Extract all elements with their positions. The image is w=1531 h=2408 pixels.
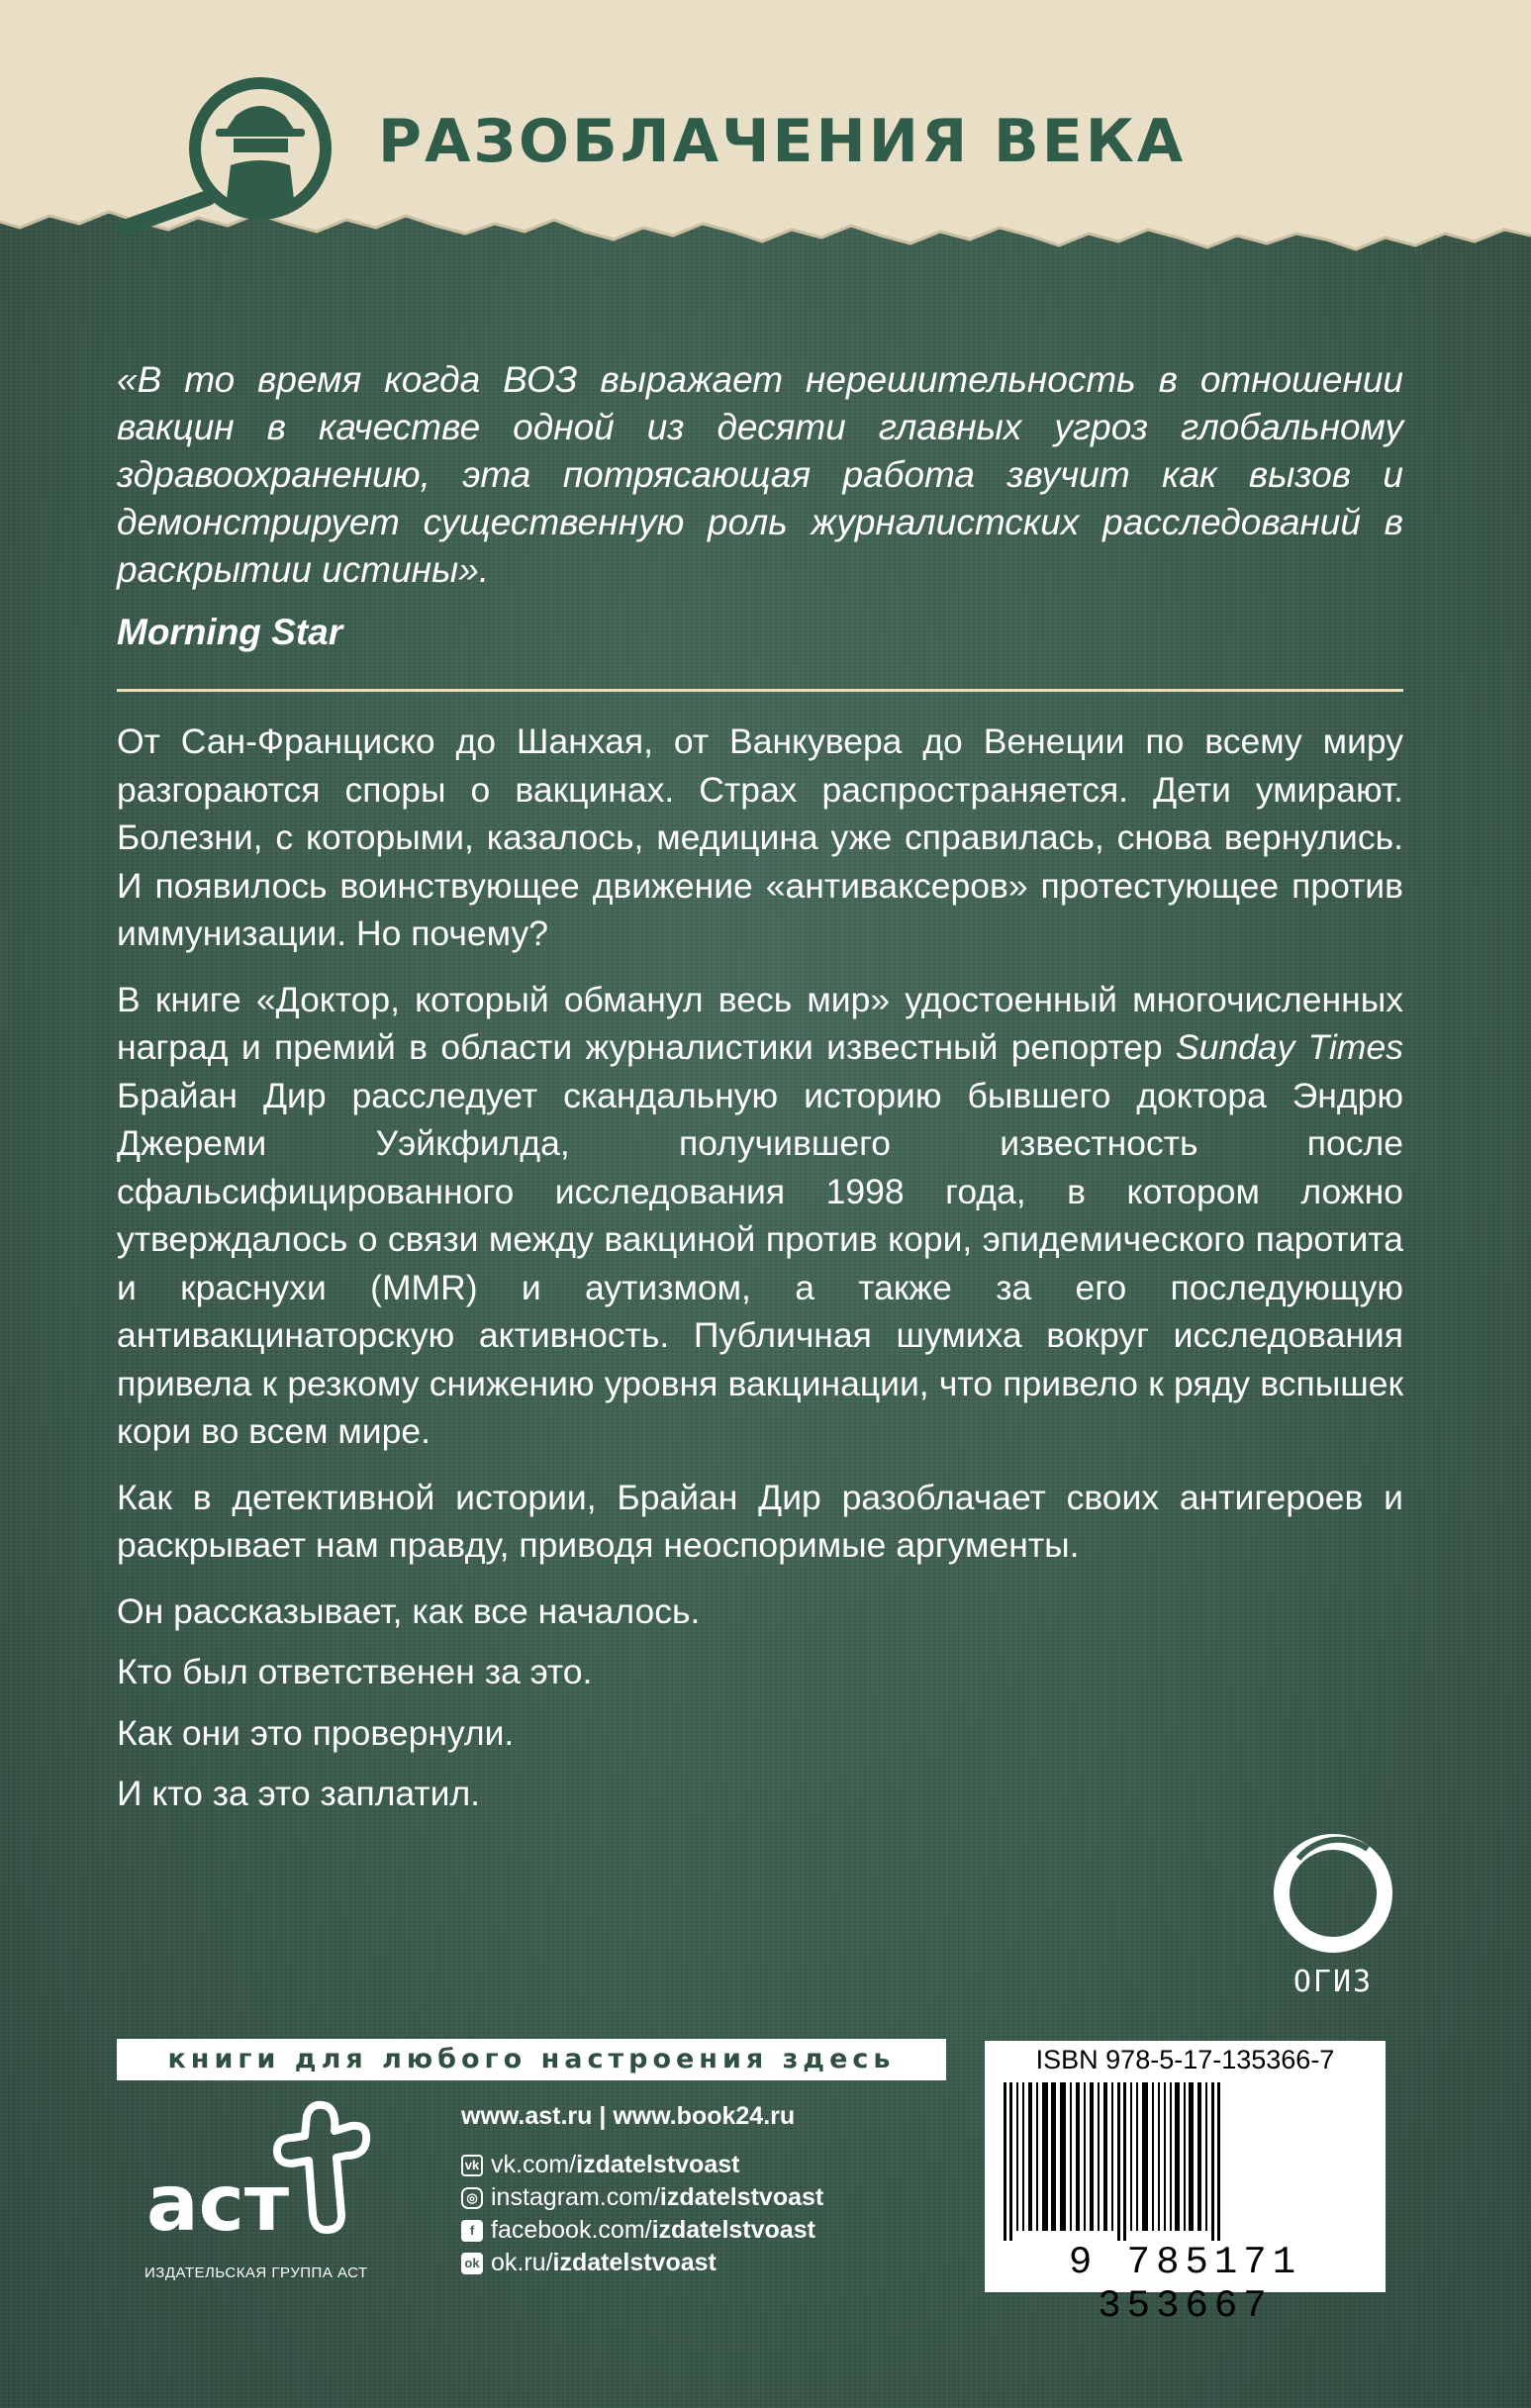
barcode-bar [1136,2082,1138,2231]
social-odnoklassniki[interactable]: ok ok.ru/ izdatelstvoast [461,2247,823,2279]
review-quote: «В то время когда ВОЗ выражает нерешительность в отношении вакцин в качестве одной из десяти главных угроз глобальному здравоохранению, эта потрясающая работа звучит как вызов и демонстрирует существенную роль журналистских расследований в раскрытии истины». [117,359,1403,590]
barcode-bar [1022,2082,1024,2231]
barcode-bar [1016,2082,1018,2231]
odnoklassniki-icon: ok [461,2253,483,2274]
barcode-bar [1164,2082,1166,2231]
barcode-bar [1036,2082,1038,2231]
barcode-bar [1051,2082,1056,2231]
divider [117,689,1403,692]
paragraph-5: Кто был ответственен за это. [117,1652,593,1691]
instagram-icon: ◎ [461,2187,483,2209]
detective-magnifier-icon [117,61,354,240]
ast-caption: ИЗДАТЕЛЬСКАЯ ГРУППА АСТ [144,2264,368,2281]
ogiz-label: ОГИЗ [1292,1965,1374,1999]
facebook-icon: f [461,2220,483,2242]
paragraph-2: В книге «Доктор, который обманул весь мир» удостоенный многочисленных наград и премий в области журналистики известный репортер Sunday Times Брайан Дир расследует скандальную историю бывшего доктора Эндрю Джереми Уэйкфилда, получившего известность после сфальсифицированного исследования 1998 года, в котором ложно утверждалось о связи между вакциной против кори, эпидемического паротита и краснухи (MMR) и аутизмом, а также за его последующую антивакцинаторскую активность. Публичная шумиха вокруг исследования привела к резкому снижению уровня вакцинации, что привело к ряду вспышек кори во всем мире. [117,979,1403,1451]
barcode-bar [1189,2082,1194,2231]
barcode-digits: 9 785171 353667 [1068,2241,1302,2328]
barcode-bar [1123,2082,1126,2241]
barcode-bar [1004,2082,1006,2241]
barcode-bar [1009,2082,1012,2241]
barcode-bar [1205,2082,1207,2231]
barcode-bar [1090,2082,1094,2231]
italic-publication: Sunday Times [1175,1027,1403,1067]
barcode-bar [1197,2082,1201,2231]
barcode-bar [1060,2082,1066,2231]
paragraph-1: От Сан-Франциско до Шанхая, от Ванкувера до Венеции по всему миру разгораются споры о вакцинах. Страх распространяется. Дети умирают. Болезни, с которыми, казалось, медицина уже справилась, снова вернулись. И появилось воинствующее движение «антиваксеров» протестующее против иммунизации. Но почему? [117,722,1403,953]
barcode-bar [1170,2082,1172,2231]
social-facebook[interactable]: f facebook.com/ izdatelstvoast [461,2214,823,2247]
barcode-bar [1152,2082,1154,2231]
barcode-bar [1028,2082,1032,2231]
paragraph-7: И кто за это заплатил. [117,1774,481,1813]
paragraph-6: Как они это провернули. [117,1712,515,1753]
paragraph-4: Он рассказывает, как все началось. [117,1590,701,1631]
barcode-bar [1217,2082,1220,2241]
barcode-bar [1098,2082,1100,2231]
barcode-bar [1117,2082,1120,2241]
barcode-bar [1042,2082,1048,2231]
barcode-bar [1130,2082,1132,2231]
social-instagram[interactable]: ◎ instagram.com/ izdatelstvoast [461,2181,823,2214]
vk-icon: vk [461,2155,483,2176]
barcode-bars [1000,2082,1371,2241]
series-title: РАЗОБЛАЧЕНИЯ ВЕКА [378,107,1187,176]
barcode-bar [1070,2082,1072,2231]
barcode-bar [1142,2082,1148,2231]
barcode-bar [1184,2082,1186,2231]
publisher-links [461,2102,823,2279]
websites[interactable]: www.ast.ru | www.book24.ru [461,2102,796,2130]
quote-source: Morning Star [117,612,343,652]
paragraph-3: Как в детективной истории, Брайан Дир разоблачает своих антигероев и раскрывает нам правду, приводя неоспоримые аргументы. [117,1477,1403,1565]
barcode-bar [1211,2082,1214,2241]
social-vk[interactable]: vk vk.com/ izdatelstvoast [461,2149,823,2181]
blurb [117,718,1403,1831]
barcode-bar [1076,2082,1080,2231]
slogan-bar: книги для любого настроения здесь [117,2039,946,2080]
barcode-bar [1158,2082,1160,2231]
ast-logo-text: аст [146,2160,290,2249]
barcode-bar [1084,2082,1086,2231]
barcode-bar [1103,2082,1107,2231]
barcode-bar [1175,2082,1180,2231]
barcode-bar [1111,2082,1113,2231]
isbn-text: ISBN 978-5-17-135366-7 [1035,2045,1335,2074]
